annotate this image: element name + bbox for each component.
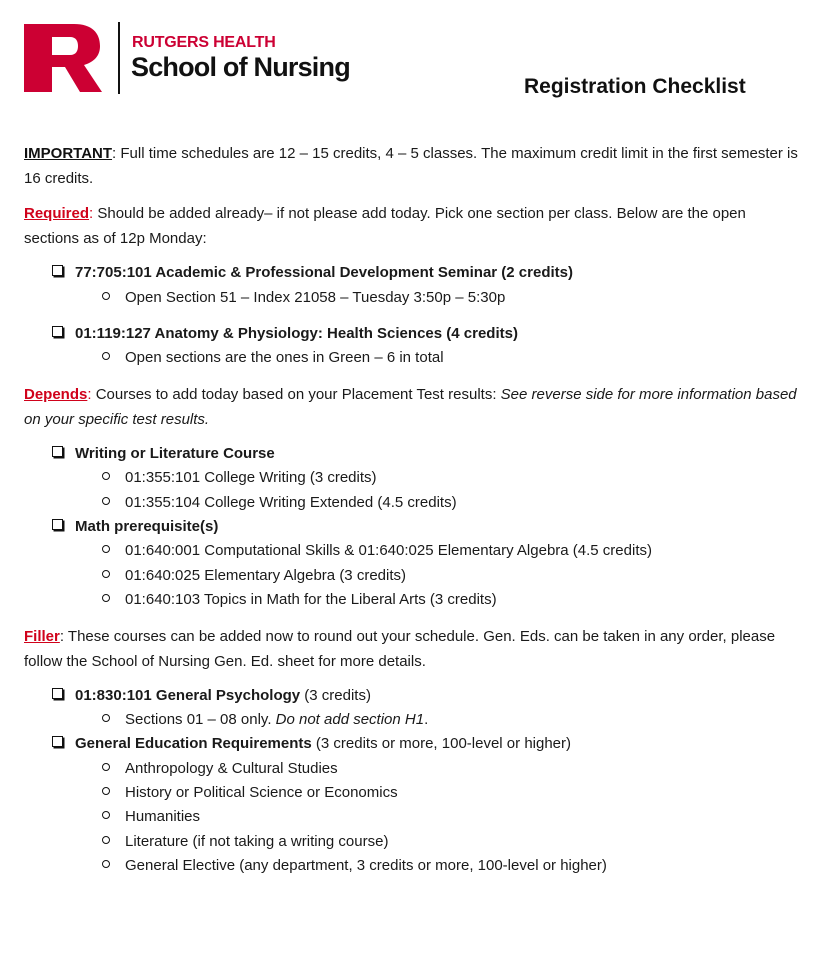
- depends-note: See reverse side for more information based on your specific test results.: [24, 386, 797, 428]
- filler-paragraph: [24, 624, 799, 674]
- important-paragraph: [24, 141, 799, 191]
- depends-text: Courses to add today based on your Placement Test results:: [91, 386, 501, 403]
- sub-item: Open sections are the ones in Green – 6 in total: [102, 348, 444, 368]
- bullet-circle-icon: [102, 836, 110, 844]
- sub-item: 01:640:025 Elementary Algebra (3 credits): [102, 566, 406, 586]
- sub-item: Humanities: [102, 807, 200, 827]
- item-title: Writing or Literature Course: [75, 445, 275, 462]
- sub-item: 01:640:103 Topics in Math for the Liberal Arts (3 credits): [102, 590, 497, 610]
- bullet-circle-icon: [102, 714, 110, 722]
- checklist-item: [52, 517, 218, 537]
- sub-item: Literature (if not taking a writing course): [102, 832, 388, 852]
- checkbox-icon: [52, 688, 63, 699]
- bullet-circle-icon: [102, 352, 110, 360]
- depends-paragraph: [24, 382, 799, 432]
- required-colon: :: [89, 205, 94, 222]
- checkbox-icon: [52, 736, 63, 747]
- depends-label: Depends: [24, 386, 88, 403]
- bullet-circle-icon: [102, 497, 110, 505]
- required-label: Required: [24, 205, 90, 222]
- brand-main-text: School of Nursing: [131, 52, 350, 82]
- rutgers-r-logo: [22, 22, 104, 94]
- important-label: IMPORTANT: [24, 145, 113, 162]
- checklist-item: [52, 734, 571, 754]
- item-title: General Education Requirements: [75, 735, 312, 752]
- checklist-item: [52, 444, 275, 464]
- sub-item: 01:355:104 College Writing Extended (4.5 credits): [102, 493, 457, 513]
- filler-text: : These courses can be added now to round out your schedule. Gen. Eds. can be taken in any order, please follow the School of Nursing Gen. Ed. sheet for more details.: [24, 628, 776, 670]
- checklist-item: [52, 263, 573, 283]
- bullet-circle-icon: [102, 811, 110, 819]
- sub-item: Sections 01 – 08 only. Do not add section H1.: [102, 710, 428, 730]
- logo-divider: [118, 22, 120, 94]
- checkbox-icon: [52, 519, 63, 530]
- checkbox-icon: [52, 265, 63, 276]
- bullet-circle-icon: [102, 472, 110, 480]
- checklist-item: [52, 686, 371, 706]
- sub-item: 01:640:001 Computational Skills & 01:640:025 Elementary Algebra (4.5 credits): [102, 541, 652, 561]
- sub-item: General Elective (any department, 3 credits or more, 100-level or higher): [102, 856, 607, 876]
- sub-item: History or Political Science or Economics: [102, 783, 398, 803]
- sub-item: Open Section 51 – Index 21058 – Tuesday 3:50p – 5:30p: [102, 288, 505, 308]
- sub-item: Anthropology & Cultural Studies: [102, 759, 338, 779]
- sub-item: 01:355:101 College Writing (3 credits): [102, 468, 377, 488]
- bullet-circle-icon: [102, 860, 110, 868]
- checkbox-icon: [52, 446, 63, 457]
- bullet-circle-icon: [102, 763, 110, 771]
- filler-label: Filler: [24, 628, 60, 645]
- depends-colon: :: [87, 386, 92, 403]
- checklist-item: [52, 324, 518, 344]
- bullet-circle-icon: [102, 292, 110, 300]
- item-title: 01:119:127 Anatomy & Physiology: Health Sciences (4 credits): [75, 325, 518, 342]
- required-paragraph: [24, 201, 799, 251]
- checkbox-icon: [52, 326, 63, 337]
- bullet-circle-icon: [102, 545, 110, 553]
- required-text: Should be added already– if not please add today. Pick one section per class. Below are the open sections as of 12p Monday:: [24, 205, 746, 247]
- item-suffix: (3 credits): [300, 687, 371, 704]
- item-title: 77:705:101 Academic & Professional Development Seminar (2 credits): [75, 264, 573, 281]
- bullet-circle-icon: [102, 570, 110, 578]
- bullet-circle-icon: [102, 594, 110, 602]
- bullet-circle-icon: [102, 787, 110, 795]
- item-title: 01:830:101 General Psychology: [75, 687, 301, 704]
- document-title: Registration Checklist: [524, 75, 746, 98]
- item-suffix: (3 credits or more, 100-level or higher): [311, 735, 572, 752]
- important-text: : Full time schedules are 12 – 15 credits, 4 – 5 classes. The maximum credit limit in the first semester is 16 credits.: [24, 145, 798, 187]
- item-title: Math prerequisite(s): [75, 518, 219, 535]
- brand-top-text: RUTGERS HEALTH: [132, 34, 276, 51]
